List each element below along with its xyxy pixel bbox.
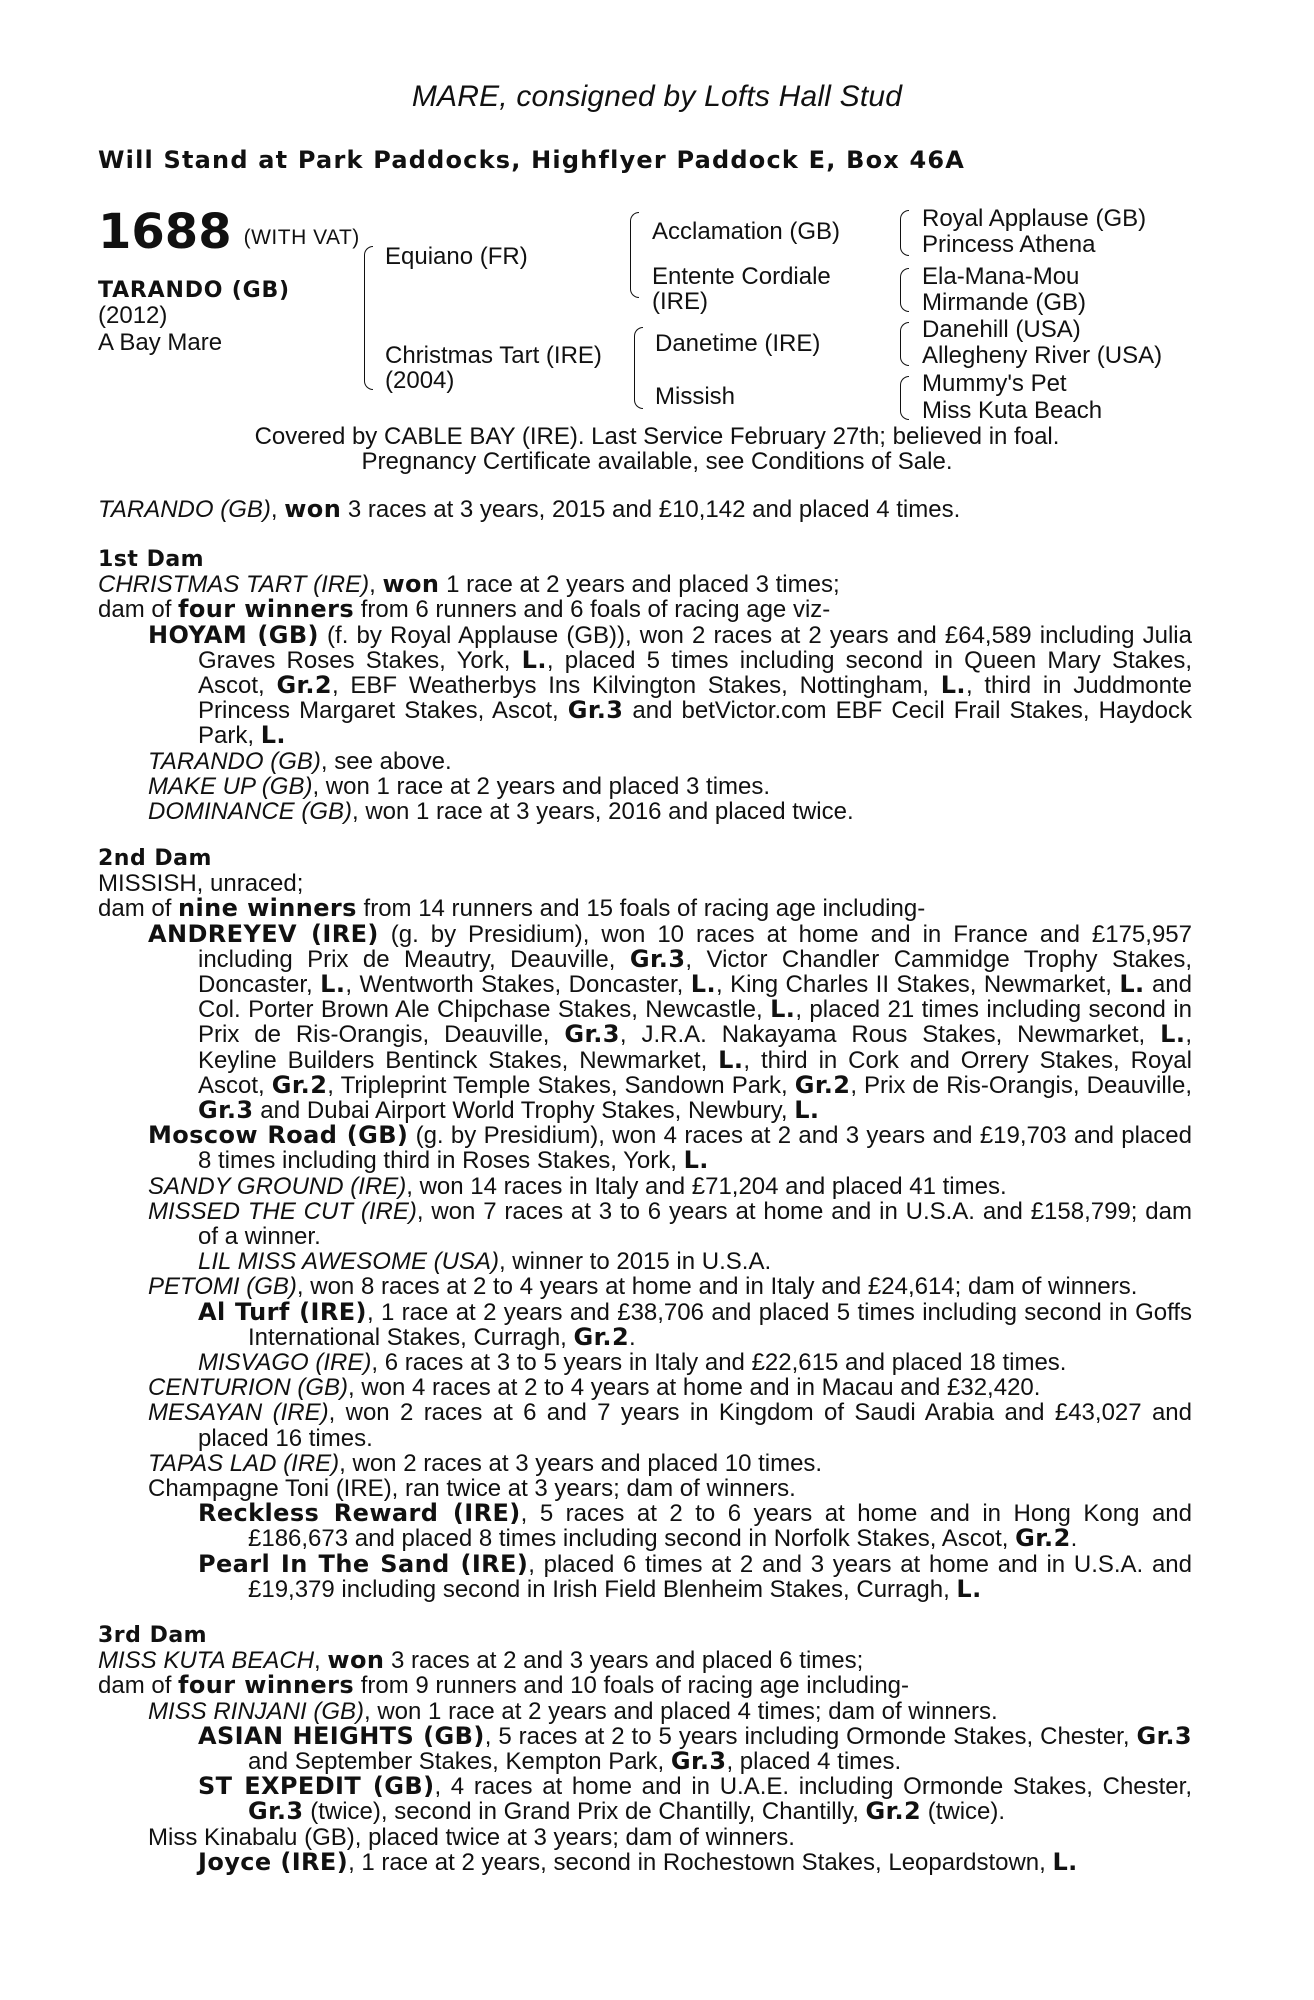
horse-name-ref: TARANDO (GB) — [98, 496, 271, 523]
pedigree-dds: Mummy's Pet — [922, 370, 1067, 397]
dam-line: MISS KUTA BEACH, won 3 races at 2 and 3 years and placed 6 times; — [98, 1646, 864, 1675]
produce-entry: Champagne Toni (IRE), ran twice at 3 years; dam of winners. — [148, 1475, 796, 1503]
race-summary: TARANDO (GB), won 3 races at 3 years, 2015 and £10,142 and placed 4 times. — [98, 495, 961, 523]
dam-line: CHRISTMAS TART (IRE), won 1 race at 2 years and placed 3 times; — [98, 570, 840, 599]
pedigree-dam-dam: Missish — [655, 383, 736, 410]
produce-entry: MESAYAN (IRE), won 2 races at 6 and 7 years in Kingdom of Saudi Arabia and £43,027 and placed 16 times. — [148, 1399, 1192, 1452]
produce-entry: ASIAN HEIGHTS (GB), 5 races at 2 to 5 years including Ormonde Stakes, Chester, Gr.3 and September Stakes, Kempton Park, Gr.3, placed 4 times. — [198, 1721, 1192, 1776]
produce-entry: MAKE UP (GB), won 1 race at 2 years and placed 3 times. — [148, 772, 771, 800]
produce-entry: MISSED THE CUT (IRE), won 7 races at 3 to 6 years at home and in U.S.A. and £158,799; dam of a winner. — [148, 1197, 1192, 1251]
pedigree-sire: Equiano (FR) — [385, 243, 528, 270]
third-dam-section — [98, 1623, 1192, 1875]
produce-entry: LIL MISS AWESOME (USA), winner to 2015 in U.S.A. — [198, 1248, 772, 1276]
lot-number — [98, 204, 360, 260]
produce-entry: Miss Kinabalu (GB), placed twice at 3 years; dam of winners. — [148, 1823, 795, 1851]
pedigree-brace — [634, 327, 643, 409]
produce-entry: Reckless Reward (IRE), 5 races at 2 to 6 years at home and in Hong Kong and £186,673 and placed 8 times including second in Norfolk Stakes, Ascot, Gr.2. — [198, 1499, 1192, 1553]
horse-year: (2012) — [98, 302, 168, 329]
produce-entry: ST EXPEDIT (GB), 4 races at home and in U.A.E. including Ormonde Stakes, Chester, Gr.3 (twice), second in Grand Prix de Chantilly, Chantilly, Gr.2 (twice). — [198, 1772, 1192, 1826]
produce-entry: Joyce (IRE), 1 race at 2 years, second in Rochestown Stakes, Leopardstown, L. — [198, 1847, 1078, 1876]
produce-entry: MISVAGO (IRE), 6 races at 3 to 5 years in Italy and £22,615 and placed 18 times. — [198, 1349, 1067, 1377]
pedigree-brace — [900, 376, 909, 420]
pedigree-sds: Ela-Mana-Mou — [922, 263, 1080, 290]
pedigree-dam-year: (2004) — [385, 367, 455, 394]
pedigree-brace — [900, 322, 909, 366]
pedigree-sire-dam-suffix: (IRE) — [652, 288, 708, 315]
pedigree-dsd: Allegheny River (USA) — [922, 342, 1163, 369]
first-dam-section — [98, 547, 1192, 824]
pregnancy-note: Pregnancy Certificate available, see Conditions of Sale. — [361, 448, 953, 475]
produce-entry: HOYAM (GB) (f. by Royal Applause (GB)), won 2 races at 2 years and £64,589 including Julia Graves Roses Stakes, York, L., placed 5 times including second in Queen Mary Stakes, Ascot, Gr.2, EBF Weatherbys Ins Kilvington Stakes, Nottingham, L., third in Juddmonte Princess Margaret Stakes, Ascot, Gr.3 and betVictor.com EBF Cecil Frail Stakes, Haydock Park, L. — [148, 620, 1192, 750]
pedigree-brace — [900, 268, 909, 312]
pedigree-sdd: Mirmande (GB) — [922, 289, 1087, 316]
pedigree-dam: Christmas Tart (IRE) — [385, 342, 602, 369]
pedigree-brace — [630, 212, 639, 298]
section-heading: 2nd Dam — [98, 846, 212, 871]
pedigree-brace — [900, 210, 909, 256]
dam-produce-line: dam of four winners from 9 runners and 10 foals of racing age including- — [98, 1671, 910, 1700]
pedigree-dam-sire: Danetime (IRE) — [655, 330, 821, 357]
lot-number-value: 1688 — [98, 204, 232, 260]
pedigree-ssd: Princess Athena — [922, 231, 1096, 258]
dam-produce-line: dam of nine winners from 14 runners and 15 foals of racing age including- — [98, 894, 926, 923]
produce-entry: SANDY GROUND (IRE), won 14 races in Italy and £71,204 and placed 41 times. — [148, 1172, 1007, 1200]
dam-line: MISSISH, unraced; — [98, 870, 304, 898]
stand-location: Will Stand at Park Paddocks, Highflyer Paddock E, Box 46A — [98, 146, 966, 174]
produce-entry: TAPAS LAD (IRE), won 2 races at 3 years and placed 10 times. — [148, 1449, 823, 1477]
vat-note: (WITH VAT) — [243, 226, 360, 249]
consignor-title: MARE, consigned by Lofts Hall Stud — [411, 80, 903, 113]
produce-entry: Moscow Road (GB) (g. by Presidium), won 4 races at 2 and 3 years and £19,703 and placed 8 times including third in Roses Stakes, York, L. — [148, 1121, 1192, 1175]
pedigree-dss: Danehill (USA) — [922, 316, 1081, 343]
produce-entry: Pearl In The Sand (IRE), placed 6 times at 2 and 3 years at home and in U.S.A. and £19,379 including second in Irish Field Blenheim Stakes, Curragh, L. — [198, 1549, 1192, 1603]
pedigree-brace — [364, 246, 373, 390]
produce-entry: MISS RINJANI (GB), won 1 race at 2 years and placed 4 times; dam of winners. — [148, 1697, 998, 1725]
section-heading: 1st Dam — [98, 547, 205, 572]
horse-name: TARANDO (GB) — [98, 278, 290, 303]
covered-note: Covered by CABLE BAY (IRE). Last Service February 27th; believed in foal. — [254, 423, 1060, 450]
dam-produce-line: dam of four winners from 6 runners and 6 foals of racing age viz- — [98, 595, 831, 624]
pedigree-ddd: Miss Kuta Beach — [922, 397, 1103, 424]
produce-entry: Al Turf (IRE), 1 race at 2 years and £38,706 and placed 5 times including second in Goffs International Stakes, Curragh, Gr.2. — [198, 1297, 1192, 1351]
produce-entry: TARANDO (GB), see above. — [148, 747, 452, 775]
pedigree-sire-sire: Acclamation (GB) — [652, 218, 841, 245]
pedigree-sire-dam: Entente Cordiale — [652, 263, 831, 290]
produce-entry: DOMINANCE (GB), won 1 race at 3 years, 2016 and placed twice. — [148, 798, 854, 826]
second-dam-section — [98, 846, 1192, 1602]
horse-description: A Bay Mare — [98, 329, 223, 356]
produce-entry: ANDREYEV (IRE) (g. by Presidium), won 10 races at home and in France and £175,957 including Prix de Meautry, Deauville, Gr.3, Victor Chandler Cammidge Trophy Stakes, Doncaster, L., Wentworth Stakes, Doncaster, L., King Charles II Stakes, Newmarket, L. and Col. Porter Brown Ale Chipchase Stakes, Newcastle, L., placed 21 times including second in Prix de Ris-Orangis, Deauville, Gr.3, J.R.A. Nakayama Rous Stakes, Newmarket, L., Keyline Builders Bentinck Stakes, Newmarket, L., third in Cork and Orrery Stakes, Royal Ascot, Gr.2, Tripleprint Temple Stakes, Sandown Park, Gr.2, Prix de Ris-Orangis, Deauville, Gr.3 and Dubai Airport World Trophy Stakes, Newbury, L. — [148, 919, 1193, 1125]
produce-entry: CENTURION (GB), won 4 races at 2 to 4 years at home and in Macau and £32,420. — [148, 1374, 1041, 1402]
produce-entry: PETOMI (GB), won 8 races at 2 to 4 years at home and in Italy and £24,614; dam of winners. — [148, 1273, 1138, 1301]
pedigree-sss: Royal Applause (GB) — [922, 205, 1147, 232]
section-heading: 3rd Dam — [98, 1623, 208, 1648]
